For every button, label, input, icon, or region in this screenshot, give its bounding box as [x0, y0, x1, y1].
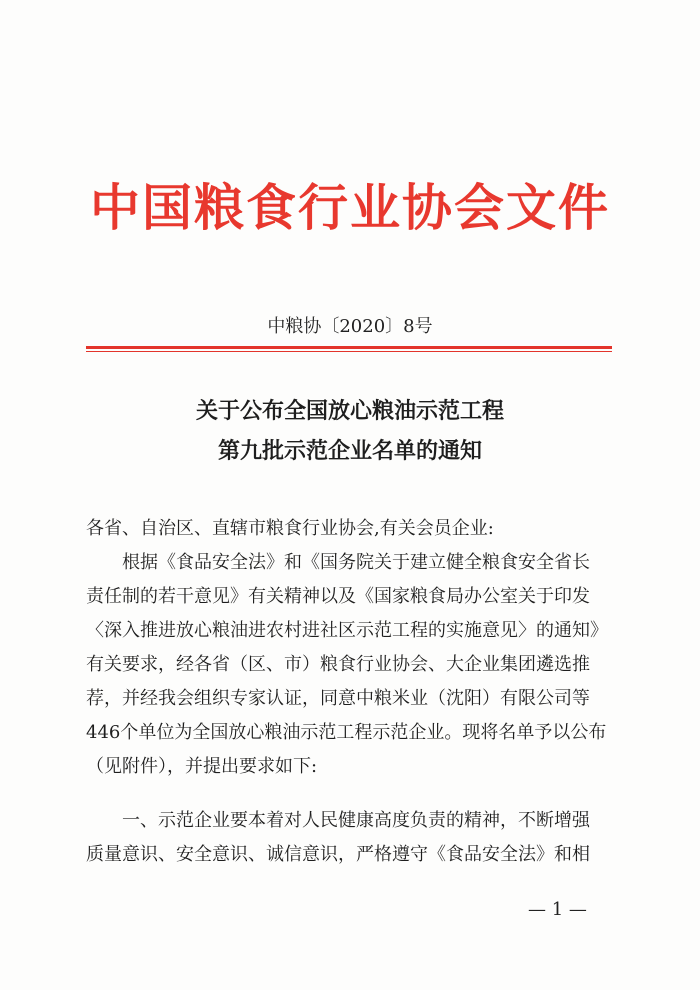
body-line: 有关要求，经各省（区、市）粮食行业协会、大企业集团遴选推	[86, 654, 590, 675]
red-separator-line-thin	[86, 351, 612, 352]
body-line: 责任制的若干意见》有关精神以及《国家粮食局办公室关于印发	[86, 586, 590, 607]
red-separator-line	[86, 346, 612, 349]
body-line: 质量意识、安全意识、诚信意识，严格遵守《食品安全法》和相	[86, 844, 590, 865]
masthead-title: 中国粮食行业协会文件	[90, 179, 610, 237]
notice-title-line-1: 关于公布全国放心粮油示范工程	[195, 398, 504, 424]
body-line: 根据《食品安全法》和《国务院关于建立健全粮食安全省长	[122, 552, 590, 573]
salutation: 各省、自治区、直辖市粮食行业协会,有关会员企业:	[86, 518, 494, 539]
body-line: 一、示范企业要本着对人民健康高度负责的精神，不断增强	[122, 810, 590, 831]
page-number: — 1 —	[528, 899, 587, 920]
document-number: 中粮协〔2020〕8号	[267, 316, 433, 337]
body-line: （见附件），并提出要求如下:	[86, 756, 318, 777]
body-line: 荐，并经我会组织专家认证，同意中粮米业（沈阳）有限公司等	[86, 688, 590, 709]
body-line: 446个单位为全国放心粮油示范工程示范企业。现将名单予以公布	[86, 722, 607, 743]
notice-title-line-2: 第九批示范企业名单的通知	[217, 438, 482, 464]
body-line: 〈深入推进放心粮油进农村进社区示范工程的实施意见〉的通知》	[86, 620, 608, 641]
